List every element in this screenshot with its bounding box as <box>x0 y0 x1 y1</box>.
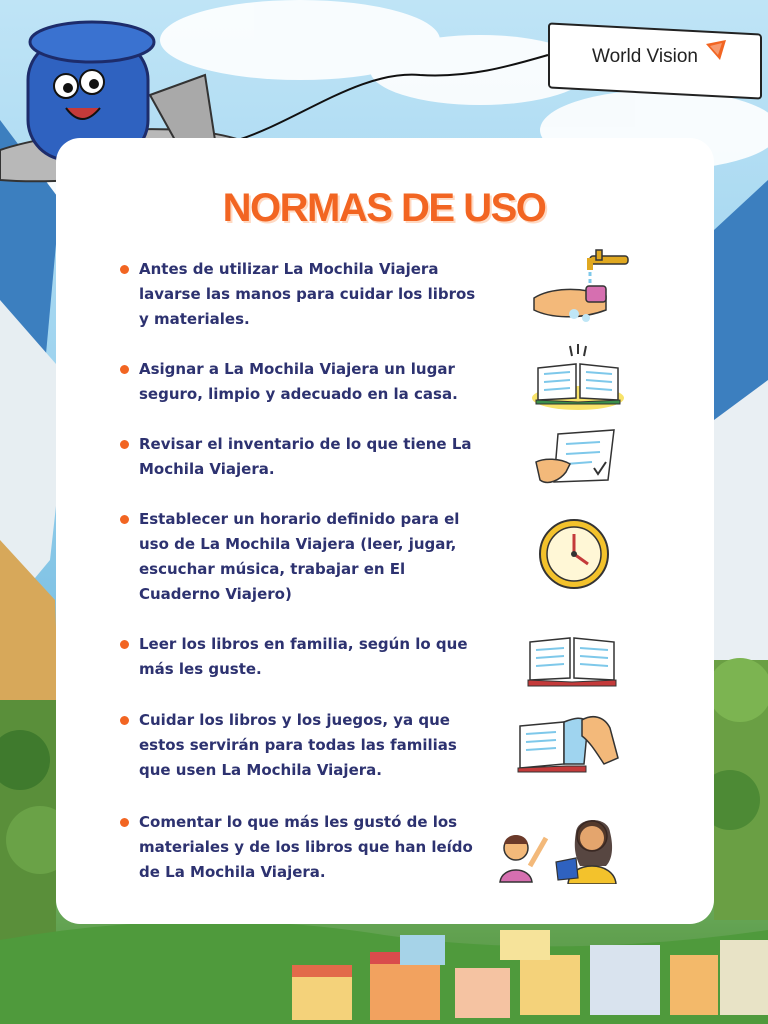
bullet-dot <box>120 365 129 374</box>
rule-item <box>139 708 479 783</box>
checklist-icon <box>530 428 620 492</box>
rule-text: Comentar lo que más les gustó de los materiales y de los libros que han leído de La Mochila Viajera. <box>139 813 473 881</box>
rule-text: Leer los libros en familia, según lo que más les guste. <box>139 635 468 678</box>
clock-icon <box>536 518 612 590</box>
bullet-dot <box>120 440 129 449</box>
rule-item <box>139 432 479 482</box>
hand-turning-page-icon <box>516 712 622 776</box>
rule-text: Asignar a La Mochila Viajera un lugar seguro, limpio y adecuado en la casa. <box>139 360 458 403</box>
brand-name: World Vision <box>592 46 698 67</box>
family-reading-icon <box>496 814 620 884</box>
bullet-dot <box>120 818 129 827</box>
rule-item <box>139 257 479 332</box>
rule-text: Revisar el inventario de lo que tiene La Mochila Viajera. <box>139 435 472 478</box>
rule-item <box>139 810 479 885</box>
world-vision-star-icon <box>706 40 728 62</box>
page-title: NORMAS DE USO <box>222 186 546 230</box>
hand-washing-icon <box>530 248 634 332</box>
bullet-dot <box>120 640 129 649</box>
bullet-dot <box>120 716 129 725</box>
rule-item <box>139 507 479 607</box>
rule-item <box>139 357 479 407</box>
bullet-dot <box>120 515 129 524</box>
bullet-dot <box>120 265 129 274</box>
rule-text: Antes de utilizar La Mochila Viajera lavarse las manos para cuidar los libros y materiales. <box>139 260 476 328</box>
open-book-icon <box>528 342 628 414</box>
book-icon <box>524 634 620 690</box>
rule-item <box>139 632 479 682</box>
rule-text: Cuidar los libros y los juegos, ya que estos servirán para todas las familias que usen La Mochila Viajera. <box>139 711 457 779</box>
rule-text: Establecer un horario definido para el uso de La Mochila Viajera (leer, jugar, escuchar música, trabajar en El Cuaderno Viajero) <box>139 510 460 603</box>
